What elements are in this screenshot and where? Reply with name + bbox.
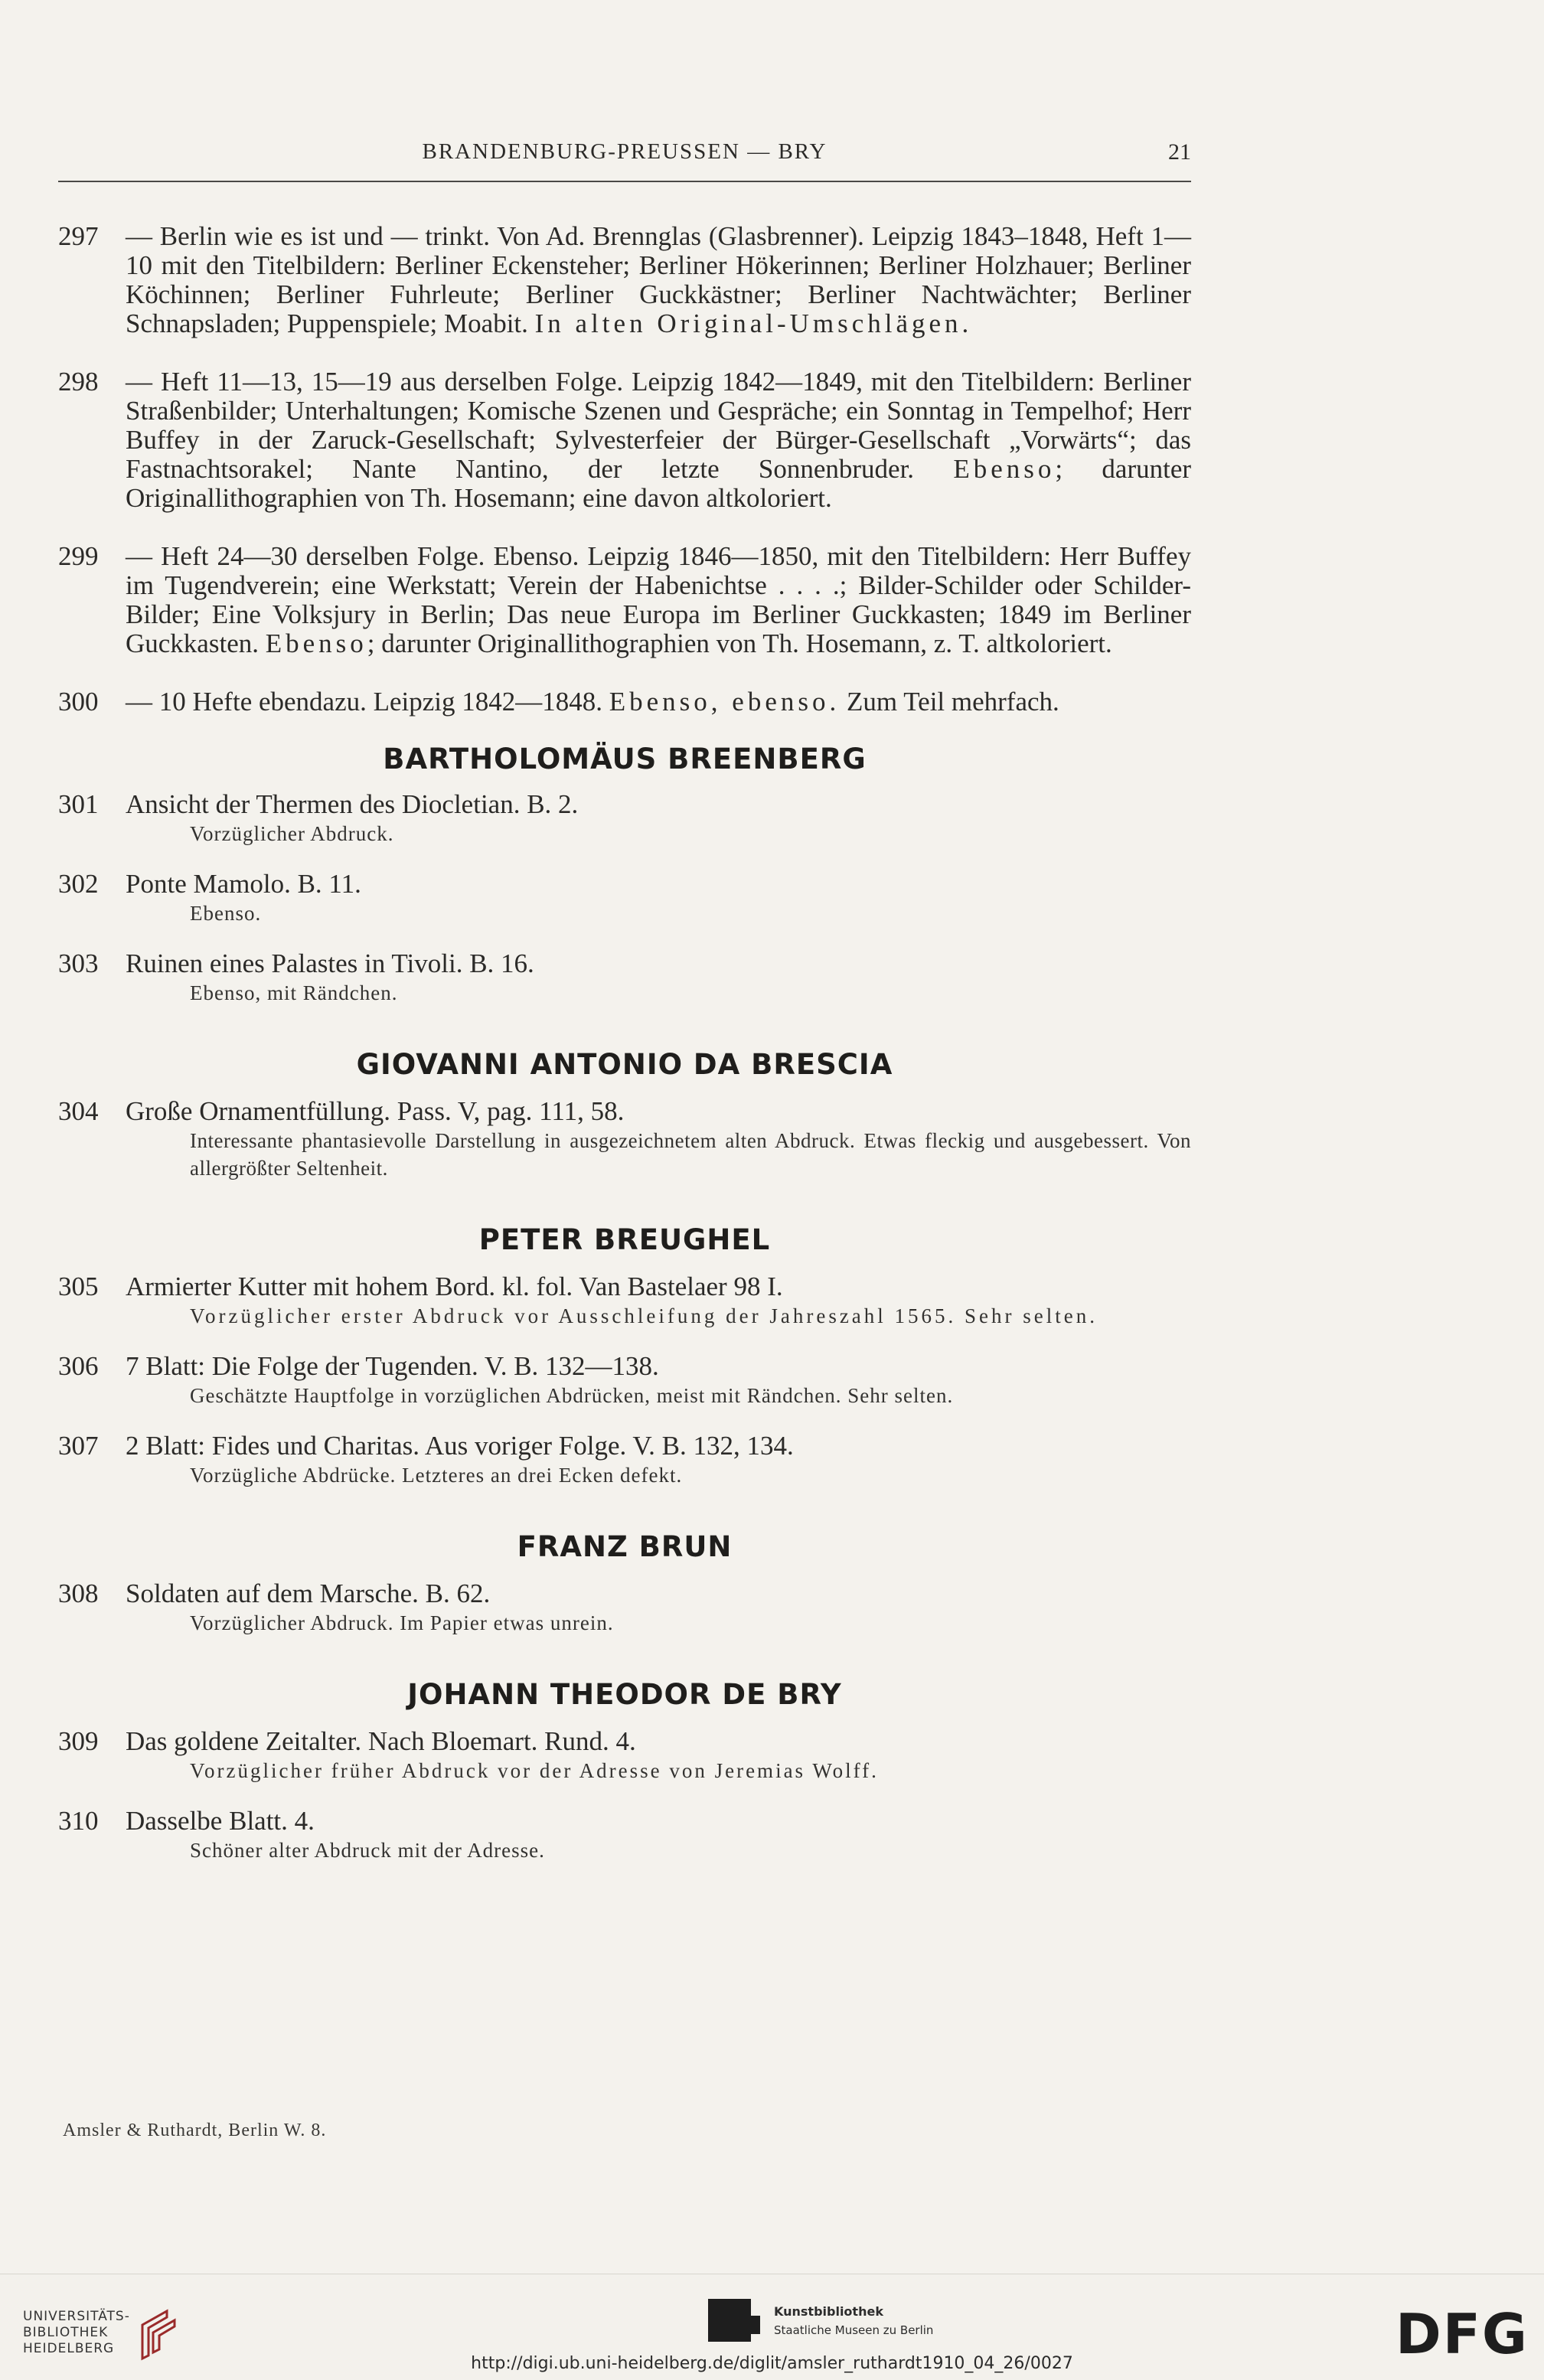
section-heading-de-bry: JOHANN THEODOR DE BRY: [407, 1678, 842, 1711]
ub-line-1: UNIVERSITÄTS-: [23, 2308, 130, 2324]
kb-text: [774, 2304, 933, 2337]
lot-307: [58, 1431, 1191, 1461]
lot-number: 298: [58, 367, 99, 397]
lot-number: 303: [58, 948, 99, 978]
section-heading-breenberg: BARTHOLOMÄUS BREENBERG: [383, 743, 867, 775]
catalog-body: [58, 222, 1191, 1864]
kb-title: Kunstbibliothek: [774, 2303, 883, 2319]
lot-note: Ebenso, mit Rändchen.: [190, 981, 398, 1004]
entry-emphasis: In alten Original-Umschlägen.: [534, 309, 973, 338]
lot-note: Vorzüglicher Abdruck.: [190, 822, 394, 845]
lot-title: Soldaten auf dem Marsche. B. 62.: [126, 1579, 491, 1608]
lot-note: Vorzüglicher Abdruck. Im Papier etwas unrein.: [190, 1611, 614, 1634]
lot-title: Ruinen eines Palastes in Tivoli. B. 16.: [126, 948, 534, 978]
entry-emphasis: Ebenso, ebenso.: [609, 687, 841, 717]
catalog-entry-300: [58, 687, 1191, 717]
dfg-logo[interactable]: DFG: [1395, 2302, 1529, 2366]
lot-note: Ebenso.: [190, 902, 262, 925]
lot-308: [58, 1579, 1191, 1609]
lot-title: Armierter Kutter mit hohem Bord. kl. fol. Van Bastelaer 98 I.: [126, 1272, 783, 1301]
lot-title: 7 Blatt: Die Folge der Tugenden. V. B. 132—138.: [126, 1351, 659, 1381]
section-heading-brun: FRANZ BRUN: [517, 1530, 733, 1563]
lot-303: [58, 948, 1191, 979]
entry-text: [126, 687, 1191, 717]
lot-number: 297: [58, 221, 99, 251]
lot-note: Vorzüglicher früher Abdruck vor der Adresse von Jeremias Wolff.: [190, 1759, 879, 1782]
lot-note: Geschätzte Hauptfolge in vorzüglichen Abdrücken, meist mit Rändchen. Sehr selten.: [190, 1384, 954, 1407]
lot-title: Ansicht der Thermen des Diocletian. B. 2.: [126, 789, 579, 819]
lot-304: [58, 1096, 1191, 1127]
entry-lead: — 10 Hefte ebendazu. Leipzig 1842—1848.: [126, 687, 603, 717]
section-heading-breughel: PETER BREUGHEL: [478, 1223, 771, 1256]
lot-number: 299: [58, 541, 99, 571]
entry-tail: ; darunter Originallithographien von Th. Hosemann; eine davon altkoloriert.: [126, 454, 1192, 513]
lot-note: Schöner alter Abdruck mit der Adresse.: [190, 1839, 545, 1862]
lot-number: 300: [58, 687, 99, 717]
lot-title: Ponte Mamolo. B. 11.: [126, 869, 361, 899]
ub-text: [23, 2309, 130, 2357]
catalog-entry-298: [58, 367, 1191, 513]
lot-note: Vorzügliche Abdrücke. Letzteres an drei Ecken defekt.: [190, 1464, 683, 1487]
kb-subtitle: Staatliche Museen zu Berlin: [774, 2323, 934, 2337]
lot-number: 308: [58, 1579, 99, 1608]
lot-title: Große Ornamentfüllung. Pass. V, pag. 111, 58.: [126, 1096, 625, 1126]
lot-306: [58, 1351, 1191, 1382]
entry-emphasis: Ebenso: [265, 628, 367, 658]
permalink-url[interactable]: http://digi.ub.uni-heidelberg.de/diglit/amsler_ruthardt1910_04_26/0027: [471, 2354, 1073, 2373]
entry-text: [126, 222, 1191, 338]
entry-lead: — Heft 24—30 derselben Folge. Ebenso. Leipzig 1846—1850, mit den Titelbildern: Herr Buffey im Tugendverein; eine Werkstatt; Verein der Habenichtse . . . .; Bilder-Schilder oder Schilder-Bilder; Eine Volksjury in Berlin; Das neue Europa im Berliner Guckkasten; 1849 im Berliner Guckkasten.: [126, 541, 1191, 658]
lot-title: Dasselbe Blatt. 4.: [126, 1806, 315, 1836]
ub-line-3: HEIDELBERG: [23, 2340, 115, 2356]
lot-title: Das goldene Zeitalter. Nach Bloemart. Rund. 4.: [126, 1726, 636, 1756]
lot-number: 305: [58, 1272, 99, 1301]
lot-302: [58, 869, 1191, 899]
running-head: [58, 139, 1191, 178]
catalog-entry-299: [58, 542, 1191, 658]
kunstbibliothek-mark-icon: [708, 2299, 751, 2342]
lot-310: [58, 1806, 1191, 1836]
lot-number: 306: [58, 1351, 99, 1381]
entry-tail: ; darunter Originallithographien von Th. Hosemann, z. T. altkoloriert.: [367, 628, 1112, 658]
kunstbibliothek-logo[interactable]: [708, 2299, 933, 2342]
entry-lead: — Berlin wie es ist und — trinkt. Von Ad. Brennglas (Glasbrenner). Leipzig 1843–1848, Heft 1—10 mit den Titelbildern: Berliner Eckensteher; Berliner Hökerinnen; Berliner Holzhauer; Berliner Köchinnen; Berliner Fuhrleute; Berliner Guckkästner; Berliner Nachtwächter; Berliner Schnapsladen; Puppenspiele; Moabit.: [126, 221, 1191, 338]
lot-title: 2 Blatt: Fides und Charitas. Aus voriger Folge. V. B. 132, 134.: [126, 1431, 794, 1461]
section-heading-brescia: GIOVANNI ANTONIO DA BRESCIA: [356, 1048, 893, 1081]
lot-301: [58, 789, 1191, 820]
header-rule: [58, 181, 1191, 182]
lot-number: 310: [58, 1806, 99, 1836]
printer-imprint: Amsler & Ruthardt, Berlin W. 8.: [63, 2120, 327, 2140]
page-number: 21: [1168, 139, 1191, 165]
entry-lead: — Heft 11—13, 15—19 aus derselben Folge. Leipzig 1842—1849, mit den Titelbildern: Berliner Straßenbilder; Unterhaltungen; Komische Szenen und Gespräche; ein Sonntag in Tempelhof; Herr Buffey in der Zaruck-Gesellschaft; Sylvesterfeier der Bürger-Gesellschaft „Vorwärts“; das Fastnachtsorakel; Nante Nantino, der letzte Sonnenbruder.: [126, 367, 1191, 484]
entry-text: [126, 367, 1191, 513]
lot-number: 302: [58, 869, 99, 899]
entry-text: [126, 542, 1191, 658]
lot-note: Vorzüglicher erster Abdruck vor Ausschleifung der Jahreszahl 1565. Sehr selten.: [190, 1304, 1098, 1327]
lot-note: Interessante phantasievolle Darstellung in ausgezeichnetem alten Abdruck. Etwas fleckig und ausgebessert. Von allergrößter Seltenheit.: [190, 1129, 1191, 1180]
ub-line-2: BIBLIOTHEK: [23, 2324, 109, 2340]
entry-tail: Zum Teil mehrfach.: [840, 687, 1059, 717]
catalog-entry-297: [58, 222, 1191, 338]
digitization-footer: [0, 2274, 1544, 2380]
entry-emphasis: Ebenso: [953, 454, 1056, 484]
lot-number: 307: [58, 1431, 99, 1461]
lot-number: 309: [58, 1726, 99, 1756]
lot-number: 301: [58, 789, 99, 819]
lot-number: 304: [58, 1096, 99, 1126]
lot-305: [58, 1272, 1191, 1302]
lot-309: [58, 1726, 1191, 1757]
running-title: BRANDENBURG-PREUSSEN — BRY: [422, 139, 827, 164]
